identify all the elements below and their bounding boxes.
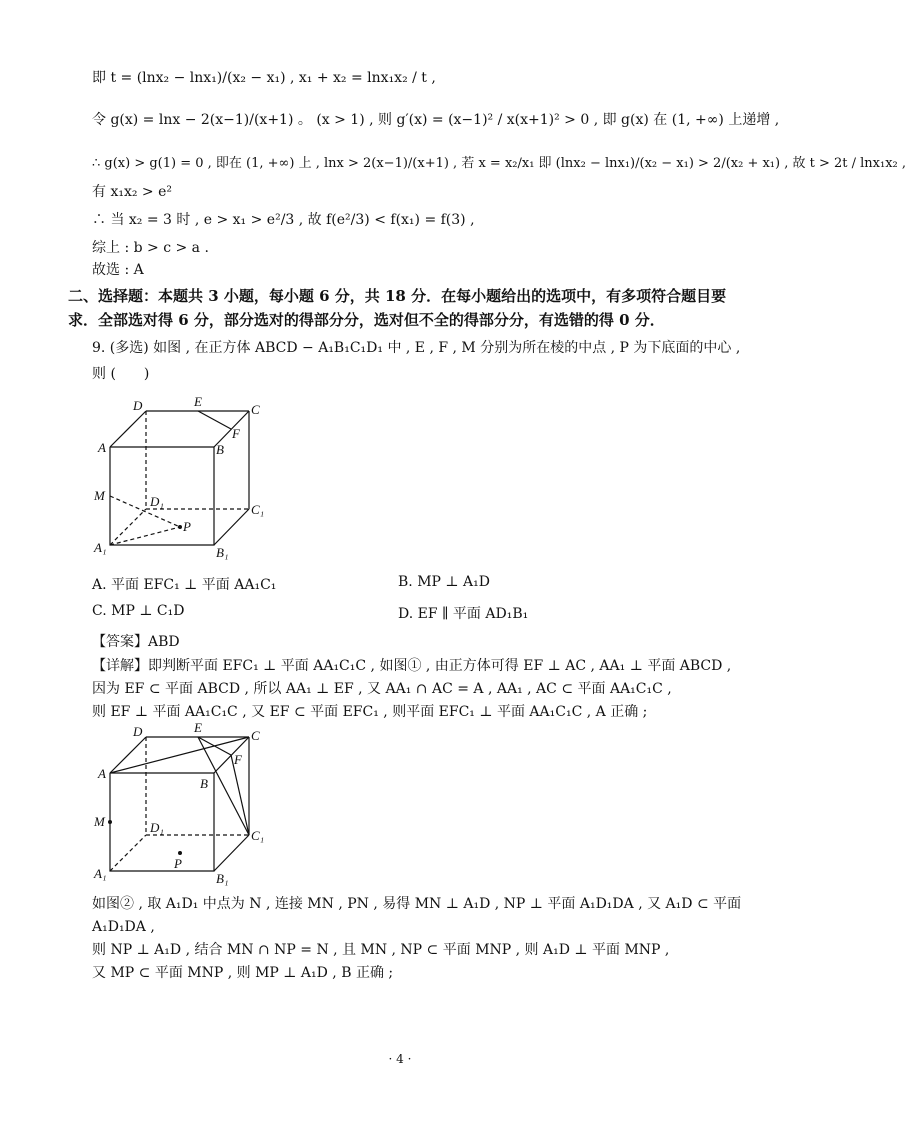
label-M: M xyxy=(94,814,105,829)
label-D: D xyxy=(133,398,143,413)
label-D: D xyxy=(133,724,143,739)
label-C: C xyxy=(251,402,260,417)
text-line: 有 x₁x₂ > e² xyxy=(92,184,172,200)
label-F: F xyxy=(234,752,242,767)
label-A: A xyxy=(98,766,106,781)
label-P: P xyxy=(174,856,182,871)
page-number: · 4 · xyxy=(388,1052,412,1066)
label-D1: D₁ xyxy=(150,820,164,835)
label-B: B xyxy=(200,776,208,791)
text-line: 综上 : b > c > a . xyxy=(92,240,209,256)
detail-line: 则 NP ⊥ A₁D , 结合 MN ∩ NP = N , 且 MN , NP ⊂ 平面 MNP , 则 A₁D ⊥ 平面 MNP , xyxy=(92,942,670,958)
label-C: C xyxy=(251,728,260,743)
text-line: 即 t = (lnx₂ − lnx₁)/(x₂ − x₁) , x₁ + x₂ = lnx₁x₂ / t , xyxy=(92,70,436,86)
text-line: ∴ 当 x₂ = 3 时 , e > x₁ > e²/3 , 故 f(e²/3) < f(x₁) = f(3) , xyxy=(92,212,475,228)
detail-line: 因为 EF ⊂ 平面 ABCD , 所以 AA₁ ⊥ EF , 又 AA₁ ∩ AC = A , AA₁ , AC ⊂ 平面 AA₁C₁C , xyxy=(92,681,672,697)
label-M: M xyxy=(94,488,105,503)
label-A1: A₁ xyxy=(94,866,107,881)
detail-line: A₁D₁DA , xyxy=(92,919,155,935)
option-a: A. 平面 EFC₁ ⊥ 平面 AA₁C₁ xyxy=(92,577,277,593)
section-heading: 二、选择题：本题共 3 小题，每小题 6 分，共 18 分．在每小题给出的选项中，有多项符合题目要 xyxy=(68,287,727,305)
section-heading: 求．全部选对得 6 分，部分选对的得部分分，选对但不全的得部分分，有选错的得 0 分． xyxy=(68,311,665,329)
detail-line: 【详解】即判断平面 EFC₁ ⊥ 平面 AA₁C₁C , 如图① , 由正方体可得 EF ⊥ AC , AA₁ ⊥ 平面 ABCD , xyxy=(92,658,732,674)
detail-line: 又 MP ⊂ 平面 MNP , 则 MP ⊥ A₁D , B 正确 ; xyxy=(92,965,394,981)
label-P: P xyxy=(183,519,191,534)
label-C1: C₁ xyxy=(251,828,265,843)
label-A1: A₁ xyxy=(94,540,107,555)
label-C1: C₁ xyxy=(251,502,265,517)
label-E: E xyxy=(194,720,202,735)
text-line: ∴ g(x) > g(1) = 0 , 即在 (1, +∞) 上 , lnx > 2(x−1)/(x+1) , 若 x = x₂/x₁ 即 (lnx₂ − lnx₁)/(x₂ − x₁) > 2/(x₂ + x₁) , 故 t > 2t / lnx₁x₂ , xyxy=(92,156,906,171)
question-stem: 9. (多选) 如图 , 在正方体 ABCD − A₁B₁C₁D₁ 中 , E , F , M 分别为所在棱的中点 , P 为下底面的中心 , xyxy=(92,340,741,356)
label-B1: B₁ xyxy=(216,871,229,886)
text-line: 令 g(x) = lnx − 2(x−1)/(x+1) 。 (x > 1) , 则 g′(x) = (x−1)² / x(x+1)² > 0 , 即 g(x) 在 (1, +∞) 上递增 , xyxy=(92,112,780,128)
label-E: E xyxy=(194,394,202,409)
detail-line: 则 EF ⊥ 平面 AA₁C₁C , 又 EF ⊂ 平面 EFC₁ , 则平面 EFC₁ ⊥ 平面 AA₁C₁C , A 正确 ; xyxy=(92,704,648,720)
label-B1: B₁ xyxy=(216,545,229,560)
answer: 【答案】ABD xyxy=(92,634,180,650)
label-A: A xyxy=(98,440,106,455)
detail-line: 如图② , 取 A₁D₁ 中点为 N , 连接 MN , PN , 易得 MN ⊥ A₁D , NP ⊥ 平面 A₁D₁DA , 又 A₁D ⊂ 平面 xyxy=(92,896,742,912)
cube-figure-detail xyxy=(88,720,278,890)
option-b: B. MP ⊥ A₁D xyxy=(398,574,490,590)
option-d: D. EF ∥ 平面 AD₁B₁ xyxy=(398,606,529,622)
question-stem: 则 ( ) xyxy=(92,366,150,382)
label-F: F xyxy=(232,426,240,441)
label-D1: D₁ xyxy=(150,494,164,509)
cube-figure-question xyxy=(88,394,278,564)
label-B: B xyxy=(216,442,224,457)
text-line: 故选 : A xyxy=(92,262,144,278)
option-c: C. MP ⊥ C₁D xyxy=(92,603,185,619)
